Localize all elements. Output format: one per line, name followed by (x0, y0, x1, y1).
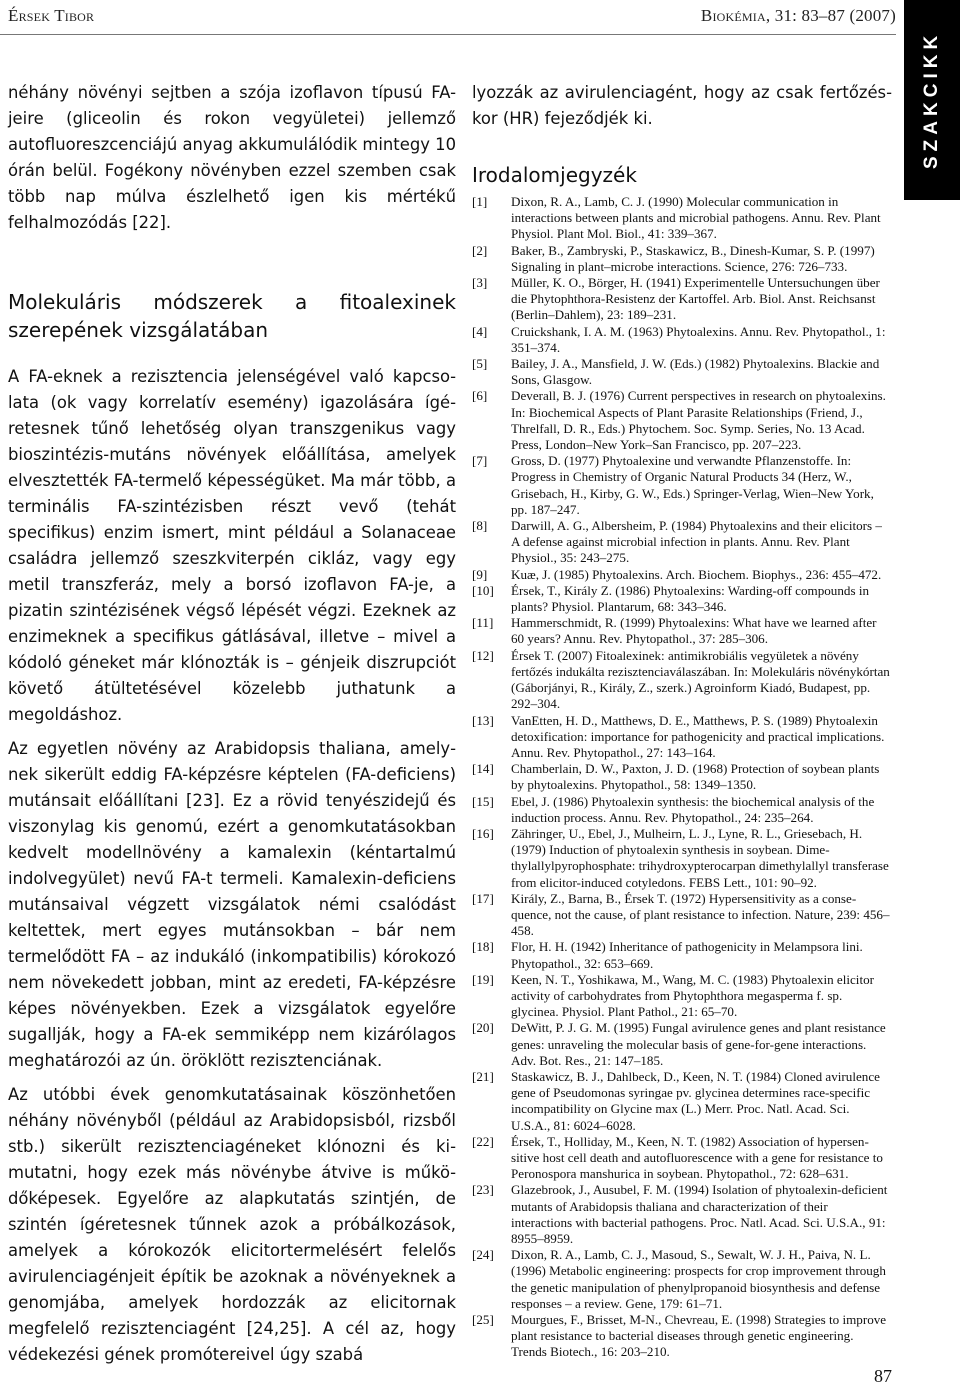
reference-item (472, 1020, 892, 1069)
reference-item (472, 1312, 892, 1361)
header-rule (0, 34, 896, 35)
reference-text: Király, Z., Barna, B., Érsek T. (1972) Hypersensitivity as a consequence, not the cause, of plant resistance to infection. Nature, 239: 456–458. (511, 890, 890, 939)
reference-text: VanEtten, H. D., Matthews, D. E., Matthews, P. S. (1989) Phytoalexin detoxification: importance for pathogenicity and practical implications. Annu. Rev. Phytopathol., 27: 143–164. (511, 712, 885, 760)
reference-number: [23] (472, 1182, 494, 1198)
reference-text: Hammerschmidt, R. (1999) Phytoalexins: What have we learned after 60 years? Annu. Rev. Phytopathol., 37: 285–306. (511, 615, 877, 647)
reference-text: Ebel, J. (1986) Phytoalexin synthesis: the biochemical analysis of the induction process. Annu. Rev. Phytopathol., 24: 235–264. (511, 793, 875, 825)
reference-number: [24] (472, 1247, 494, 1263)
reference-text: Kuæ, J. (1985) Phytoalexins. Arch. Biochem. Biophys., 236: 455–472. (511, 566, 882, 582)
reference-item (472, 1134, 892, 1183)
reference-text: Érsek, T., Király Z. (1986) Phytoalexins: Warding-off compounds in plants? Physiol. Plantarum, 68: 343–346. (511, 582, 869, 615)
reference-number: [6] (472, 388, 488, 404)
body-paragraph: Az egyetlen növény az Arabidopsis thaliana, amelynek sikerült eddig FA-képzésre képtelen (FA-deficiens) mutánsait előállítani [23]. Ez a rövid tenyészidejű és viszonylag kis genomú, ezért a genomkutatásokban kedvelt modellnövény a kamalexin (kéntartalmú indolvegyület) nevű FA-t termeli. Kamalexin-deficiens mutánsaival végzett vizsgálatok némi csalódást keltettek, mert egyes mutánsokban – bár nem termelődött FA – az indukáló (inkompatibilis) kórokozó nem növekedett jobban, mint az eredeti, FA-képzésre képes növényekben. Ezek a vizsgálatok egyelőre sugallják, hogy a FA-ek semmiképp nem kizárólagos meghatározói az ún. öröklött rezisztenciának. (8, 739, 456, 1070)
reference-text: Chamberlain, D. W., Paxton, J. D. (1968) Protection of soybean plants by phytoalexins. Phytopathol., 58: 1349–1350. (511, 761, 880, 793)
reference-text: Keen, N. T., Yoshikawa, M., Wang, M. C. (1983) Phytoalexin elicitor activity of carbohydrates from Phytophthora megasperma f. sp. glycinea. Physiol. Plant Pathol., 21: 65–70. (511, 971, 874, 1020)
reference-number: [18] (472, 939, 494, 955)
reference-number: [14] (472, 761, 494, 777)
reference-text: Müller, K. O., Börger, H. (1941) Experimentelle Untersuchungen über die Phytophthora-Resistenz der Kartoffel. Arb. Biol. Anst. Reichsanst (Berlin–Dahlem), 23: 189–231. (511, 275, 880, 323)
reference-number: [15] (472, 793, 494, 809)
reference-text: Dixon, R. A., Lamb, C. J. (1990) Molecular communication in interactions between plants and microbial pathogens. Annu. Rev. Plant Physiol. Plant Mol. Biol., 41: 339–367. (511, 194, 881, 242)
reference-item (472, 972, 892, 1021)
reference-number: [8] (472, 518, 488, 534)
section-tab (904, 0, 960, 200)
reference-item (472, 583, 892, 615)
running-header-journal: Biokémia, 31: 83–87 (2007) (700, 6, 896, 25)
reference-text: DeWitt, P. J. G. M. (1995) Fungal avirulence genes and plant resistance genes: unraveling the molecular basis of gene-for-gene interactions. Adv. Bot. Res., 21: 147–185. (511, 1020, 886, 1068)
references-title: Irodalomjegyzék (472, 163, 637, 187)
reference-item (472, 356, 892, 388)
reference-item (472, 275, 892, 324)
reference-item (472, 567, 892, 583)
reference-number: [5] (472, 356, 488, 372)
right-column (472, 80, 892, 1361)
reference-number: [20] (472, 1020, 494, 1036)
reference-number: [9] (472, 566, 488, 582)
continuation-paragraph: lyozzák az avirulenciagént, hogy az csak fertőzéskor (HR) fejeződjék ki. (472, 83, 892, 128)
reference-number: [7] (472, 453, 488, 469)
reference-number: [12] (472, 647, 494, 663)
section-title: Molekuláris módszerek a fitoalexinek szerepének vizsgálatában (8, 290, 456, 342)
reference-item (472, 794, 892, 826)
reference-number: [17] (472, 890, 494, 906)
reference-item (472, 826, 892, 891)
section-tab-label: SZAKCIKK (921, 30, 942, 170)
page-number: 87 (874, 1366, 892, 1386)
reference-number: [22] (472, 1133, 494, 1149)
reference-number: [4] (472, 323, 488, 339)
reference-text: Zähringer, U., Ebel, J., Mulheirn, L. J., Lyne, R. L., Griesebach, H. (1979) Induction of phytoalexin synthesis in soybean. Dimethylallylpyrophosphate: trihydroxypterocarpan dimethylallyl transferase from elicitor-induced cotyledons. FEBS Lett., 101: 90–92. (511, 825, 889, 890)
reference-number: [3] (472, 275, 488, 291)
reference-text: Flor, H. H. (1942) Inheritance of pathogenicity in Melampsora lini. Phytopathol., 32: 653–669. (511, 939, 863, 971)
reference-number: [1] (472, 194, 488, 209)
reference-number: [25] (472, 1312, 494, 1328)
reference-item (472, 1247, 892, 1312)
reference-number: [13] (472, 712, 494, 728)
reference-item (472, 891, 892, 940)
reference-text: Gross, D. (1977) Phytoalexine und verwandte Pflanzenstoffe. In: Progress in Chemistry of Organic Natural Products 34 (Herz, W., Grisebach, H., Kirby, G. W., Eds.) Springer-Verlag, Wien–New York, pp. 187–247. (511, 453, 874, 517)
reference-number: [2] (472, 242, 488, 258)
reference-item (472, 939, 892, 971)
reference-item (472, 615, 892, 647)
reference-text: Staskawicz, B. J., Dahlbeck, D., Keen, N. T. (1984) Cloned avirulence gene of Pseudomonas syringae pv. glycinea determines race-specific incompatibility on Glycine max (L.) Merr. Proc. Natl. Acad. Sci. U.S.A., 81: 6024–6028. (511, 1068, 880, 1133)
body-paragraph: Az utóbbi évek genomkutatásainak köszönhetően néhány növényből (például az Arabidopsisból, rizsből stb.) sikerült rezisztenciagéneket klónozni és kimutatni, hogy ezek más növénybe átvive is működőképesek. Egyelőre az alapkutatás szintjén, de szintén ígéretesnek tűnnek azok a próbálkozások, amelyek a kórokozók elicitortermelésért felelős avirulenciagénjeit építik be azoknak a növényeknek a genomjába, amelyek hordozzák az elicitornak megfelelő rezisztenciagént [24,25]. A cél az, hogy védekezési gének promótereivel úgy szabá (8, 1085, 456, 1364)
reference-item (472, 1069, 892, 1134)
reference-text: Glazebrook, J., Ausubel, F. M. (1994) Isolation of phytoalexin-deficient mutants of Arabidopsis thaliana and characterization of their interactions with bacterial pathogens. Proc. Natl. Acad. Sci. U.S.A., 91: 8955–8959. (511, 1182, 888, 1246)
reference-text: Dixon, R. A., Lamb, C. J., Masoud, S., Sewalt, W. J. H., Paiva, N. L. (1996) Metabolic engineering: prospects for crop improvement through the genetic manipulation of phenylpropanoid biosynthesis and defense responses – a review. Gene, 179: 61–71. (511, 1247, 886, 1311)
reference-number: [21] (472, 1068, 494, 1084)
reference-item (472, 713, 892, 762)
reference-number: [16] (472, 825, 494, 841)
reference-text: Érsek, T., Holliday, M., Keen, N. T. (1982) Association of hypersensitive host cell death and autofluorescence with a gene for resistance to Peronospora manshurica in soybean. Phytopathol., 72: 628–631. (511, 1133, 883, 1182)
left-column (8, 80, 456, 1376)
reference-item (472, 453, 892, 518)
reference-number: [19] (472, 971, 494, 987)
reference-list (472, 194, 892, 1361)
reference-number: [11] (472, 615, 494, 631)
reference-text: Bailey, J. A., Mansfield, J. W. (Eds.) (1982) Phytoalexins. Blackie and Sons, Glasgow. (511, 356, 880, 388)
reference-text: Baker, B., Zambryski, P., Staskawicz, B., Dinesh-Kumar, S. P. (1997) Signaling in plant–microbe interactions. Science, 276: 726–733. (511, 242, 875, 274)
reference-item (472, 518, 892, 567)
reference-text: Mourgues, F., Brisset, M-N., Chevreau, E. (1998) Strategies to improve plant resistance to bacterial diseases through genetic engineering. Trends Biotech., 16: 203–210. (511, 1312, 887, 1360)
running-header-author: Érsek Tibor (8, 6, 95, 25)
reference-text: Darwill, A. G., Albersheim, P. (1984) Phytoalexins and their elicitors – A defense against microbial infection in plants. Annu. Rev. Plant Physiol., 35: 243–275. (511, 518, 882, 566)
reference-item (472, 388, 892, 453)
reference-text: Deverall, B. J. (1976) Current perspectives in research on phytoalexins. In: Biochemical Aspects of Plant Parasite Relationships (Friend, J., Threlfall, D. R., Eds.) Phytochem. Soc. Symp. Series, No. 13 Acad. Press, London–New York–San Francisco, pp. 207–223. (511, 388, 886, 453)
reference-item (472, 324, 892, 356)
reference-item (472, 194, 892, 243)
intro-paragraph: néhány növényi sejtben a szója izoflavon típusú FA-jeire (gliceolin és rokon vegyületei) jellemző autofluoreszcenciájú anyag akkumulálódik mintegy 10 órán belül. Fogékony növényben ezzel szemben csak több nap múlva észlelhető igen kis mértékű felhalmozódás [22]. (8, 83, 456, 232)
reference-item (472, 1182, 892, 1247)
reference-item (472, 243, 892, 275)
reference-text: Érsek T. (2007) Fitoalexinek: antimikrobiális vegyületek a növény fertőzés indukálta rezisztenciaválaszában. In: Molekuláris növénykórtan (Gáborjányi, R., Király, Z., szerk.) Agroinform Kiadó, Budapest, pp. 292–304. (511, 647, 890, 712)
reference-item (472, 761, 892, 793)
reference-text: Cruickshank, I. A. M. (1963) Phytoalexins. Annu. Rev. Phytopathol., 1: 351–374. (511, 323, 886, 355)
reference-item (472, 648, 892, 713)
reference-number: [10] (472, 582, 494, 598)
body-paragraph: A FA-eknek a rezisztencia jelenségével való kapcsolata (ok vagy korrelatív esemény) igazolására ígéretesnek tűnő lehetőség olyan transzgenikus vagy bioszintézis-mutáns növények előállítása, amelyek elvesztették FA-termelő képességüket. Ma már több, a terminális FA-szintézisben részt vevő (tehát specifikus) enzim ismert, mint például a Solanaceae családra jellemző szeszkviterpén cikláz, vagy egy metil transzferáz, mely a borsó izoflavon FA-je, a pizatin szintézisének végső lépését végzi. Ezeknek az enzimeknek a specifikus gátlásával, illetve – mivel a kódoló géneket már klónozták is – génjeik diszrupciót követő átültetésével közelebb juthatunk a megoldáshoz. (8, 367, 456, 724)
